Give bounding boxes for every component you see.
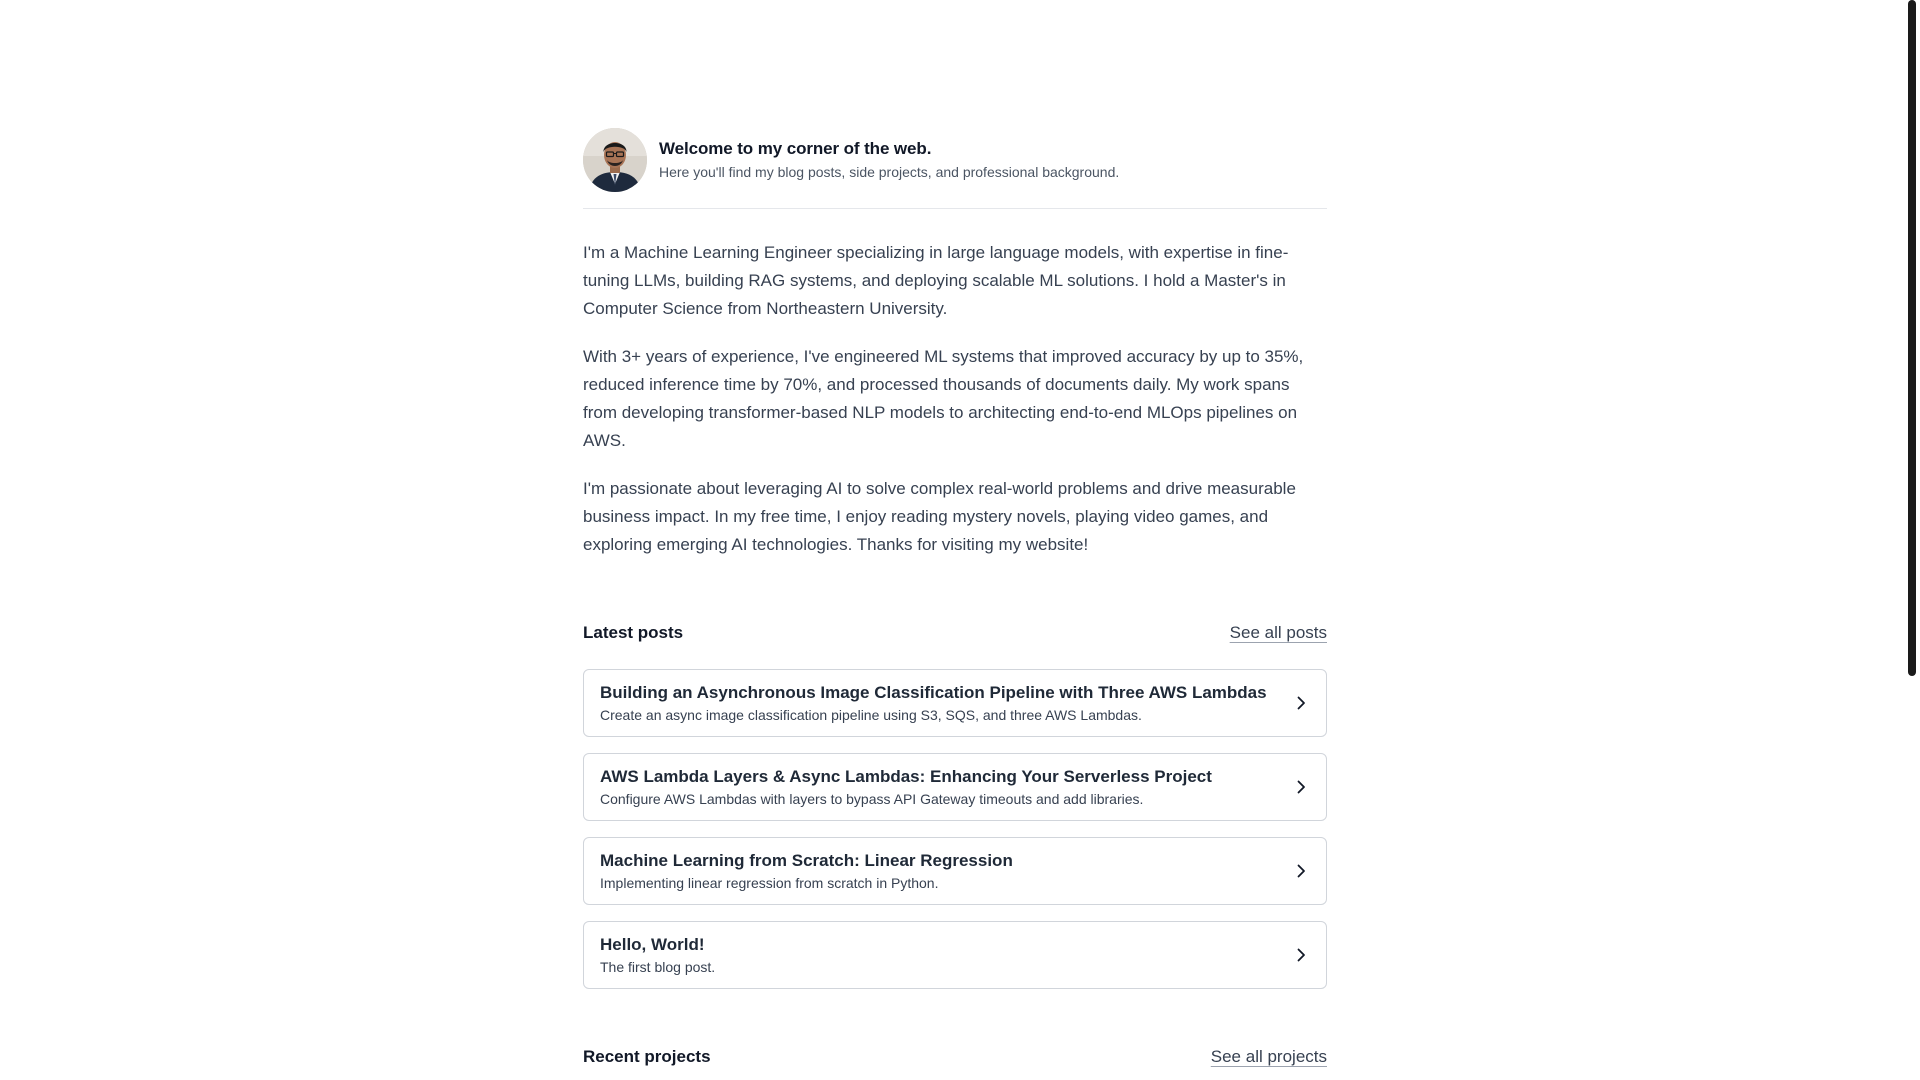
post-card[interactable] xyxy=(583,753,1327,821)
post-list xyxy=(583,669,1327,989)
post-title: Machine Learning from Scratch: Linear Regression xyxy=(600,850,1013,870)
post-card[interactable] xyxy=(583,837,1327,905)
see-all-posts-link[interactable]: See all posts xyxy=(1229,623,1327,642)
avatar xyxy=(583,128,647,192)
see-all-projects-link[interactable]: See all projects xyxy=(1210,1047,1327,1066)
post-title: Hello, World! xyxy=(600,934,705,954)
recent-projects-header xyxy=(583,1047,1327,1067)
about-section xyxy=(583,239,1327,559)
about-paragraph: With 3+ years of experience, I've engineered ML systems that improved accuracy by up to 35%, reduced inference time by 70%, and processed thousands of documents daily. My work spans from developing transformer-based NLP models to architecting end-to-end MLOps pipelines on AWS. xyxy=(583,347,1304,450)
recent-projects-heading: Recent projects xyxy=(583,1047,711,1066)
about-paragraph: I'm passionate about leveraging AI to solve complex real-world problems and drive measurable business impact. In my free time, I enjoy reading mystery novels, playing video games, and exploring emerging AI technologies. Thanks for visiting my website! xyxy=(583,479,1296,554)
profile-photo xyxy=(583,128,647,192)
intro-subtitle: Here you'll find my blog posts, side projects, and professional background. xyxy=(659,164,1120,180)
chevron-right-icon xyxy=(1292,694,1310,712)
latest-posts-heading: Latest posts xyxy=(583,623,684,642)
chevron-right-icon xyxy=(1292,862,1310,880)
main-content xyxy=(583,128,1327,1067)
post-description: Create an async image classification pipeline using S3, SQS, and three AWS Lambdas. xyxy=(600,706,1142,723)
scrollbar-thumb[interactable] xyxy=(1908,0,1916,676)
post-description: Implementing linear regression from scratch in Python. xyxy=(600,874,939,891)
post-card[interactable] xyxy=(583,669,1327,737)
post-card[interactable] xyxy=(583,921,1327,989)
about-paragraph: I'm a Machine Learning Engineer specializing in large language models, with expertise in fine-tuning LLMs, building RAG systems, and deploying scalable ML solutions. I hold a Master's in Computer Science from Northeastern University. xyxy=(583,243,1289,318)
latest-posts-header xyxy=(583,623,1327,643)
post-title: AWS Lambda Layers & Async Lambdas: Enhancing Your Serverless Project xyxy=(600,766,1212,786)
chevron-right-icon xyxy=(1292,778,1310,796)
intro-text xyxy=(659,138,1119,182)
post-description: The first blog post. xyxy=(600,958,716,975)
intro-header xyxy=(583,128,1327,209)
post-title: Building an Asynchronous Image Classification Pipeline with Three AWS Lambdas xyxy=(600,682,1267,702)
scrollbar[interactable] xyxy=(1904,0,1920,1080)
post-description: Configure AWS Lambdas with layers to bypass API Gateway timeouts and add libraries. xyxy=(600,790,1144,807)
chevron-right-icon xyxy=(1292,946,1310,964)
intro-title: Welcome to my corner of the web. xyxy=(659,139,932,158)
